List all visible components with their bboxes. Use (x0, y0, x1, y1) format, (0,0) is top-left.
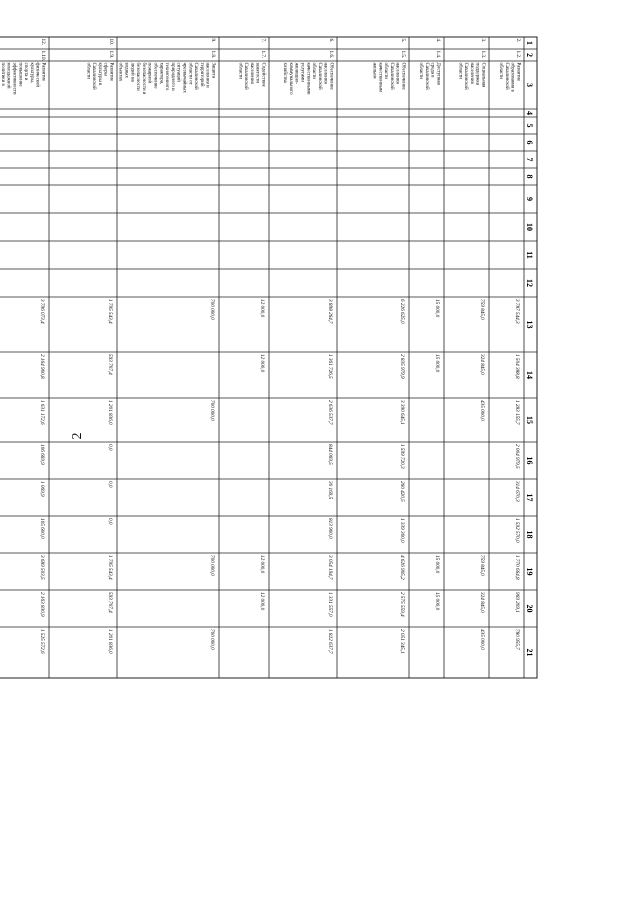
cell-value: 435 000,0 (479, 629, 485, 650)
cell-value: 700 000,0 (209, 299, 215, 320)
cell-value: 3 689 503,5 (39, 555, 45, 580)
cell-value: 4 626 905,2 (399, 555, 405, 580)
cell-value: 0,0 (107, 518, 113, 525)
cell-value: 969 209,1 (514, 592, 520, 613)
column-number: 3 (525, 83, 534, 87)
row-number: 5. (400, 38, 406, 43)
cell-value: 1 201 836,0 (107, 629, 113, 654)
cell-value: 1 069,9 (39, 481, 45, 497)
cell-value: 2 164 900,8 (39, 354, 45, 379)
column-number: 13 (525, 320, 534, 329)
row-code: 1.8. (210, 50, 216, 59)
cell-value: 2 575 559,4 (399, 592, 405, 617)
column-number: 7 (525, 157, 534, 162)
table-border (0, 37, 537, 678)
table-grid (0, 37, 537, 857)
cell-value: 593 707,4 (107, 354, 113, 375)
cell-value: 106 669,9 (39, 444, 45, 465)
cell-value: 700 000,0 (209, 400, 215, 421)
cell-value: 1 361 726,5 (327, 354, 333, 379)
column-number: 14 (525, 371, 534, 379)
cell-value: 12 000,0 (259, 555, 265, 574)
row-number: 3. (480, 38, 486, 43)
cell-value: 12 000,0 (259, 354, 265, 373)
row-number: 12. (40, 38, 46, 45)
cell-value: 1 599 720,3 (399, 444, 405, 469)
cell-value: 700 000,0 (209, 555, 215, 576)
cell-value: 3 787 544,3 (514, 299, 520, 324)
column-number: 21 (525, 648, 534, 657)
column-number: 6 (525, 140, 534, 145)
cell-value: 324 845,0 (479, 354, 485, 375)
cell-value: 1 770 664,8 (514, 555, 520, 580)
cell-value: 1 592 570,0 (514, 518, 520, 543)
row-number: 10. (108, 38, 114, 45)
column-number: 18 (525, 530, 534, 539)
cell-value: 324 845,0 (479, 592, 485, 613)
cell-value: 1 525 572,6 (39, 629, 45, 654)
column-number: 1 (525, 41, 534, 45)
budget-table (0, 37, 537, 857)
cell-value: 3 898 264,7 (327, 299, 333, 324)
cell-value: 1 795 543,4 (107, 555, 113, 580)
column-number: 5 (525, 123, 534, 128)
column-number: 9 (525, 197, 534, 201)
cell-value: 3 390 645,1 (399, 400, 405, 425)
cell-value: 3 054 194,7 (327, 555, 333, 580)
cell-value: 0,0 (107, 481, 113, 488)
program-name: Развитиесферыкультуры вСахалинскойобласти (85, 62, 114, 90)
page-number: 2 (70, 432, 85, 440)
cell-value: 844 069,5 (327, 444, 333, 465)
cell-value: 314 670,3 (514, 481, 520, 502)
cell-value: 2 636 537,7 (327, 400, 333, 425)
row-number: 4. (435, 38, 441, 43)
column-number: 12 (525, 279, 534, 287)
cell-value: 15 000,0 (434, 592, 440, 611)
cell-value: 2 004 979,5 (514, 444, 520, 469)
cell-value: 2 163 830,9 (39, 592, 45, 617)
program-name: ОбеспечениенаселенияСахалинскойобластикачественнымжильем (371, 62, 406, 92)
cell-value: 813 900,0 (327, 518, 333, 539)
row-code: 1.10. (40, 50, 46, 61)
cell-value: 1 283 155,7 (514, 400, 520, 425)
cell-value: 780 955,7 (514, 629, 520, 650)
program-name: Защитанаселения итерриторийСахалинскойобласти отчрезвычайныхситуацийприродного итехногенногохарактера,обеспечениепожарнойбезопасности ибезопасностилюдей наводныхобъектах (117, 62, 216, 95)
column-number: 2 (525, 53, 534, 57)
column-number: 10 (525, 223, 534, 231)
program-name: Развитиеобразования вСахалинскойобласти (498, 62, 521, 92)
row-code: 1.3. (480, 50, 486, 59)
cell-value: 1 339 300,0 (399, 518, 405, 543)
column-number: 19 (525, 567, 534, 576)
row-number: 2. (515, 38, 521, 43)
cell-value: 2 835 979,9 (399, 354, 405, 379)
cell-value: 15 000,0 (434, 354, 440, 373)
row-code: 1.6. (328, 50, 334, 59)
cell-value: 1 631 172,6 (39, 400, 45, 425)
program-name: Развитиефизическойкультуры,спорта иповышениеэффективностимолодежнойполитики в (0, 62, 46, 95)
cell-value: 1 504 388,8 (514, 354, 520, 379)
row-code: 1.2. (515, 50, 521, 59)
cell-value: 1 201 836,0 (107, 400, 113, 425)
row-code: 1.5. (400, 50, 406, 59)
cell-value: 700 000,0 (209, 629, 215, 650)
row-number: 9. (210, 38, 216, 43)
cell-value: 435 000,0 (479, 400, 485, 421)
cell-value: 1 331 557,0 (327, 592, 333, 617)
cell-value: 12 000,0 (259, 592, 265, 611)
cell-value: 30 169,5 (327, 481, 333, 500)
column-number: 15 (525, 416, 534, 424)
column-number: 16 (525, 456, 534, 465)
row-code: 1.9. (108, 50, 114, 59)
column-number: 17 (525, 493, 534, 502)
program-name: СоциальнаяподдержканаселенияСахалинскойобласти (457, 62, 486, 90)
row-code: 1.7. (260, 50, 266, 59)
column-number: 20 (525, 604, 534, 613)
column-number: 11 (525, 251, 534, 259)
cell-value: 1 795 543,4 (107, 299, 113, 324)
cell-value: 6 226 625,0 (399, 299, 405, 324)
column-number: 8 (525, 174, 534, 179)
cell-value: 12 000,0 (259, 299, 265, 318)
cell-value: 105 600,0 (39, 518, 45, 539)
cell-value: 3 796 073,4 (39, 299, 45, 324)
cell-value: 759 845,0 (479, 555, 485, 576)
cell-value: 1 822 637,7 (327, 629, 333, 654)
row-number: 7. (260, 38, 266, 43)
cell-value: 0,0 (107, 444, 113, 451)
cell-value: 593 707,4 (107, 592, 113, 613)
cell-value: 15 000,0 (434, 299, 440, 318)
cell-value: 260 420,5 (399, 481, 405, 502)
cell-value: 759 845,0 (479, 299, 485, 320)
row-code: 1.4. (435, 50, 441, 59)
program-name: СодействиезанятостинаселенияСахалинскойобласти (237, 62, 266, 90)
row-number: 6. (328, 38, 334, 43)
program-name: ОбеспечениенаселенияСахалинскойобластикачественнымиуслугамижилищно-коммунальногохозяйства (282, 62, 334, 95)
program-name: Доступнаясреда вСахалинскойобласти (418, 62, 441, 90)
column-number: 4 (525, 111, 534, 115)
cell-value: 15 000,0 (434, 555, 440, 574)
cell-value: 2 051 345,1 (399, 629, 405, 654)
